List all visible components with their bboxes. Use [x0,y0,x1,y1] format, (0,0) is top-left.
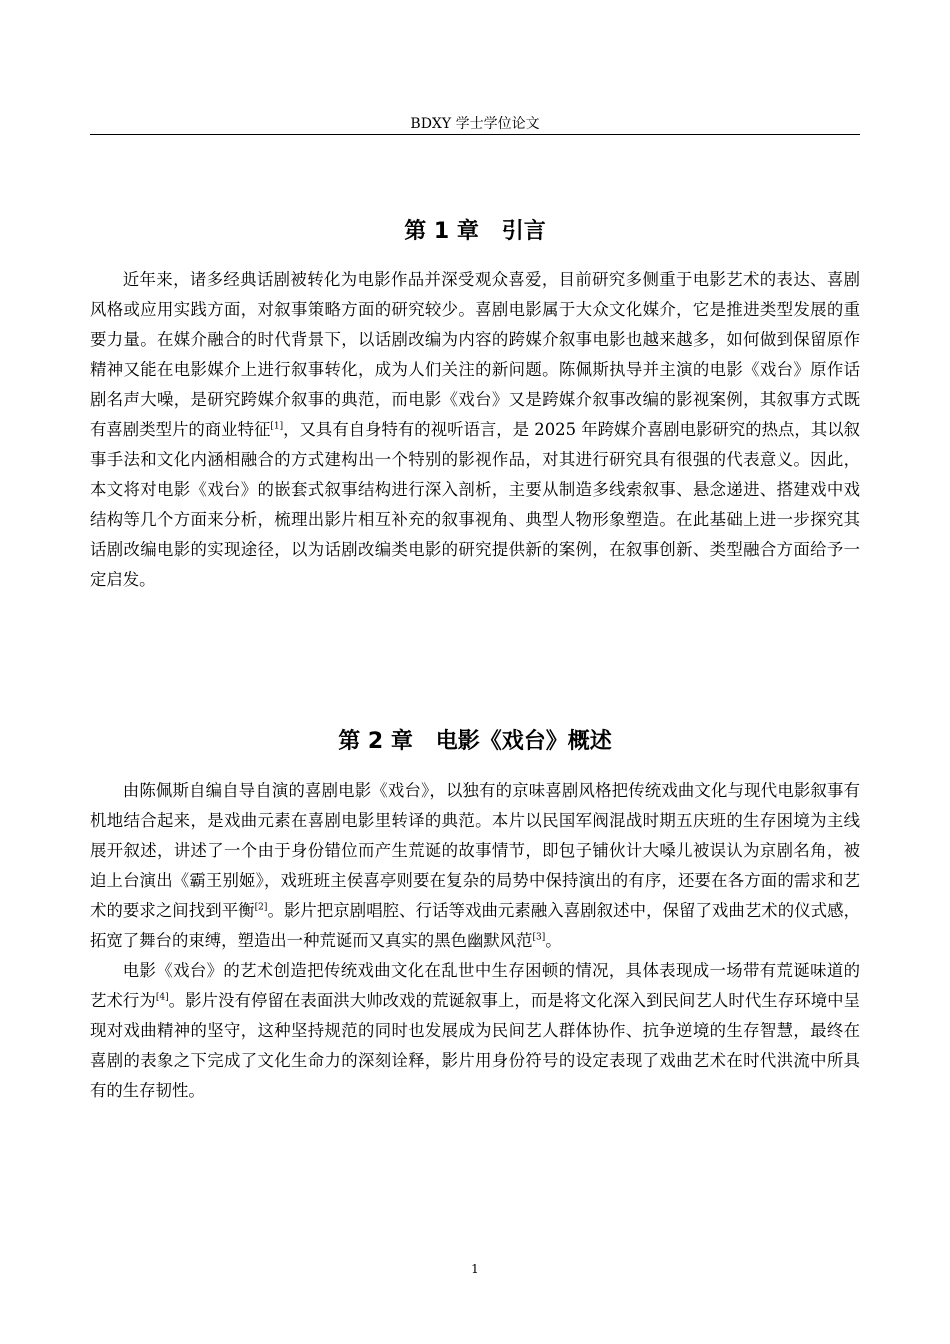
page-number: 1 [471,1262,479,1276]
citation-marker: [4] [155,992,169,1003]
citation-marker: [3] [532,932,546,943]
body-paragraph [90,265,860,595]
citation-marker: [1] [270,421,284,432]
chapter-1-title: 第 1 章 引言 [404,218,546,244]
paragraph-text: 近年来，诸多经典话剧被转化为电影作品并深受观众喜爱，目前研究多侧重于电影艺术的表达、喜剧风格或应用实践方面，对叙事策略方面的研究较少。喜剧电影属于大众文化媒介，它是推进类型发展的重要力量。在媒介融合的时代背景下，以话剧改编为内容的跨媒介叙事电影也越来越多，如何做到保留原作精神又能在电影媒介上进行叙事转化，成为人们关注的新问题。陈佩斯执导并主演的电影《戏台》原作话剧名声大噪，是研究跨媒介叙事的典范，而电影《戏台》又是跨媒介叙事改编的影视案例，其叙事方式既有喜剧类型片的商业特征 [90,270,860,439]
header-rule [90,134,860,135]
paragraph-text: 电影《戏台》的艺术创造把传统戏曲文化在乱世中生存困顿的情况，具体表现成一场带有荒诞味道的艺术行为 [90,961,860,1010]
citation-marker: [2] [254,902,268,913]
chapter-1-body [90,265,860,595]
chapter-2-body [90,776,860,1106]
running-header: BDXY 学士学位论文 [410,116,540,132]
paragraph-text: 。影片把京剧唱腔、行话等戏曲元素融入喜剧叙述中，保留了戏曲艺术的仪式感，拓宽了舞台的束缚，塑造出一种荒诞而又真实的黑色幽默风范 [90,901,861,950]
body-paragraph [90,776,860,956]
paragraph-text: 。 [545,931,562,950]
chapter-2-title: 第 2 章 电影《戏台》概述 [338,728,612,754]
paragraph-text: ，又具有自身特有的视听语言，是 2025 年跨媒介喜剧电影研究的热点，其以叙事手法和文化内涵相融合的方式建构出一个特别的影视作品，对其进行研究具有很强的代表意义。因此，本文将对电影《戏台》的嵌套式叙事结构进行深入剖析，主要从制造多线索叙事、悬念递进、搭建戏中戏结构等几个方面来分析，梳理出影片相互补充的叙事视角、典型人物形象塑造。在此基础上进一步探究其话剧改编电影的实现途径，以为话剧改编类电影的研究提供新的案例，在叙事创新、类型融合方面给予一定启发。 [90,420,860,589]
paragraph-text: 。影片没有停留在表面洪大帅改戏的荒诞叙事上，而是将文化深入到民间艺人时代生存环境中呈现对戏曲精神的坚守，这种坚持规范的同时也发展成为民间艺人群体协作、抗争逆境的生存智慧，最终在喜剧的表象之下完成了文化生命力的深刻诠释，影片用身份符号的设定表现了戏曲艺术在时代洪流中所具有的生存韧性。 [90,991,861,1100]
paragraph-text: 由陈佩斯自编自导自演的喜剧电影《戏台》，以独有的京味喜剧风格把传统戏曲文化与现代电影叙事有机地结合起来，是戏曲元素在喜剧电影里转译的典范。本片以民国军阀混战时期五庆班的生存困境为主线展开叙述，讲述了一个由于身份错位而产生荒诞的故事情节，即包子铺伙计大嗓儿被误认为京剧名角，被迫上台演出《霸王别姬》，戏班班主侯喜亭则要在复杂的局势中保持演出的有序，还要在各方面的需求和艺术的要求之间找到平衡 [90,781,860,920]
body-paragraph [90,956,860,1106]
